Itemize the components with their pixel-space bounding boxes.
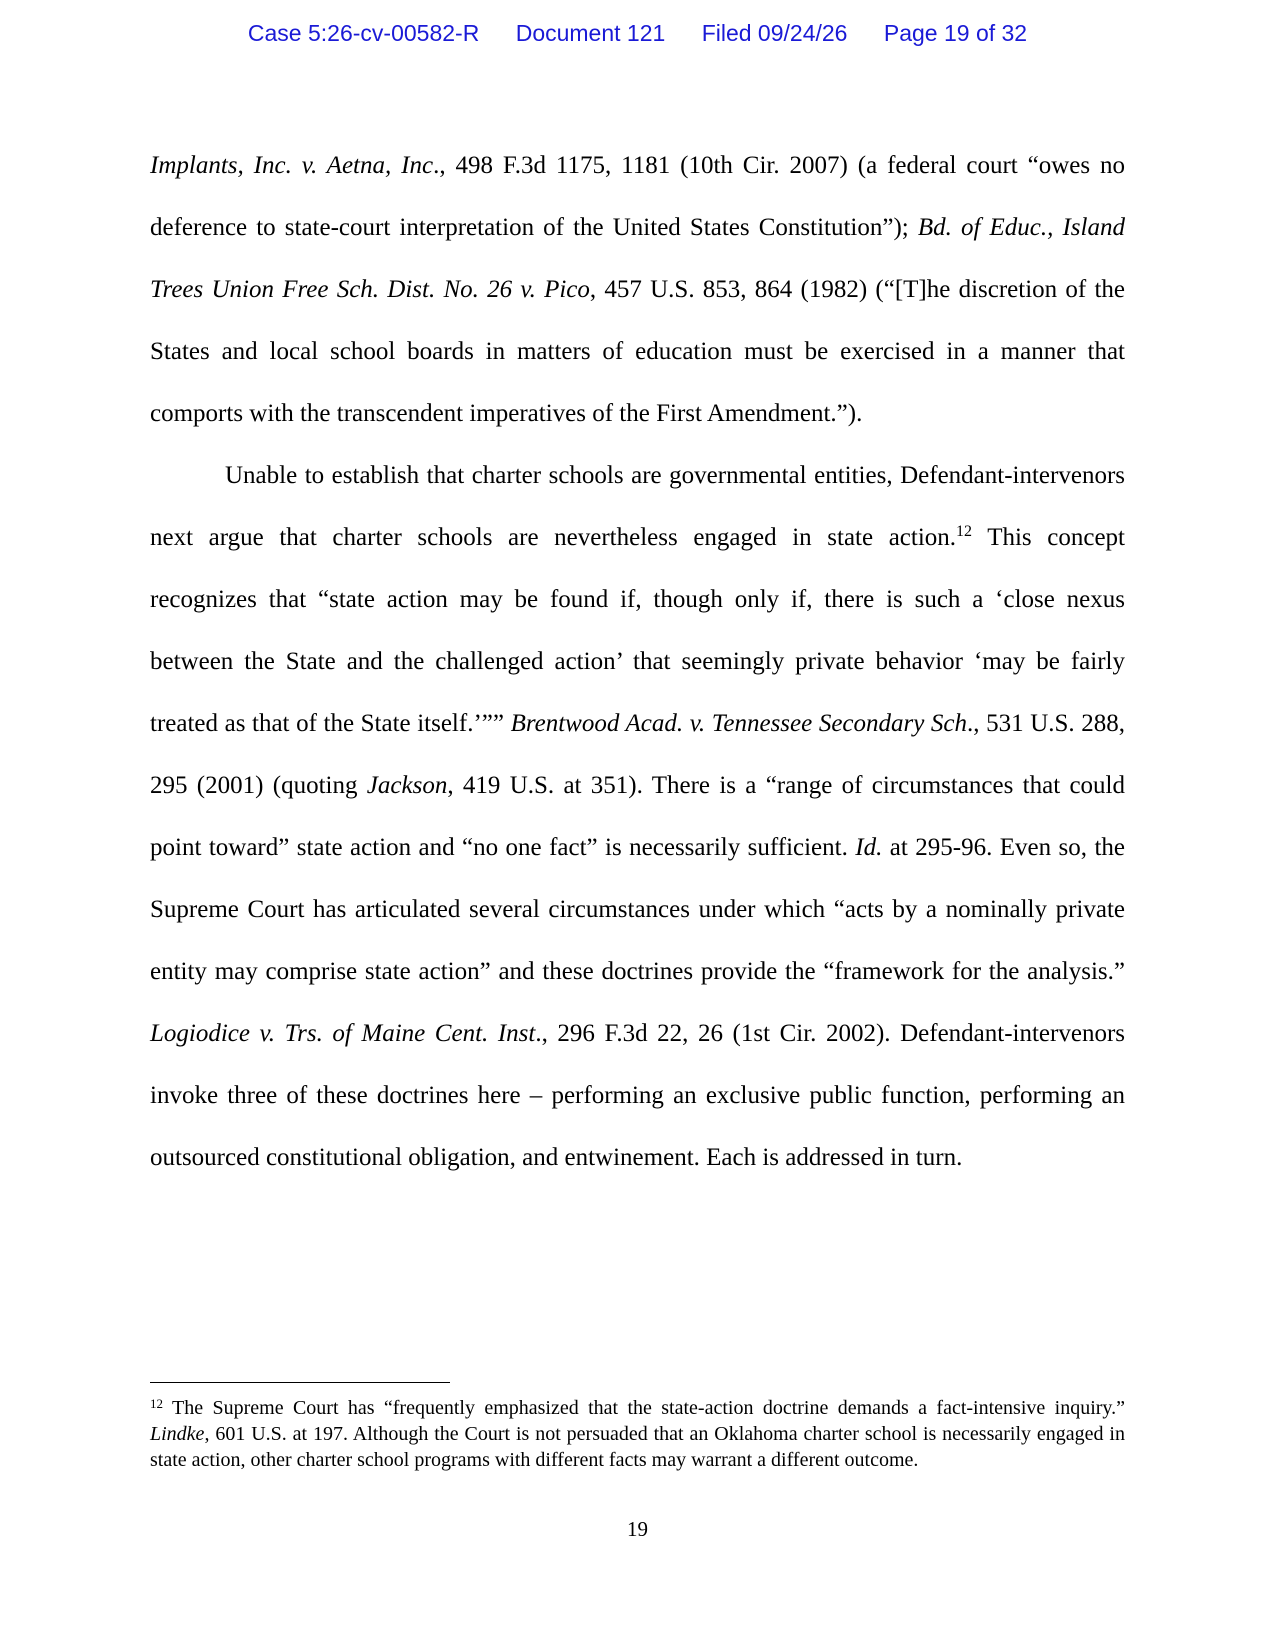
citation-italic: Lindke (150, 1423, 205, 1445)
filed-date: Filed 09/24/26 (701, 20, 848, 46)
citation-italic: Id. (855, 834, 883, 861)
text-run: The Supreme Court has “frequently emphasized that the state-action doctrine demands a fact-intensive inquiry.” (163, 1397, 1125, 1419)
ecf-header (0, 20, 1275, 47)
text-run: ., 531 U.S. 288, 295 (2001) (quoting (150, 710, 1126, 799)
citation-italic: Implants, Inc. v. Aetna, Inc (150, 152, 434, 179)
text-run: , 601 U.S. at 197. Although the Court is not persuaded that an Oklahoma charter school is necessarily engaged in state action, other charter school programs with different facts may warrant a different outcome. (150, 1423, 1125, 1471)
footnote-12 (150, 1395, 1125, 1473)
text-run: , 457 U.S. 853, 864 (1982) (“[T]he discretion of the States and local school boards in matters of education must be exercised in a manner that comports with the transcendent imperatives of the First Amendment.”). (150, 276, 1125, 427)
page-number: 19 (627, 1517, 648, 1541)
case-number: Case 5:26-cv-00582-R (247, 20, 480, 46)
text-run: Unable to establish that charter schools are governmental entities, Defendant-intervenors next argue that charter schools are nevertheless engaged in state action. (150, 462, 1125, 551)
text-run: ., 498 F.3d 1175, 1181 (10th Cir. 2007) (a federal court “owes no deference to state-court interpretation of the United States Constitution”); (150, 152, 1125, 241)
paragraph (150, 445, 1125, 1189)
body-text (150, 135, 1125, 1189)
citation-italic: Bd. of Educ., Island Trees Union Free Sch. Dist. No. 26 v. Pico (150, 214, 1125, 303)
footnote-divider (150, 1382, 450, 1383)
citation-italic: Logiodice v. Trs. of Maine Cent. Inst (150, 1020, 536, 1047)
citation-italic: Brentwood Acad. v. Tennessee Secondary Sch (510, 710, 968, 737)
document-number: Document 121 (515, 20, 666, 46)
text-run: ., 296 F.3d 22, 26 (1st Cir. 2002). Defendant-intervenors invoke three of these doctrines here – performing an exclusive public function, performing an outsourced constitutional obligation, and entwinement. Each is addressed in turn. (150, 1020, 1125, 1171)
footnote-reference: 12 (956, 523, 973, 540)
page-indicator: Page 19 of 32 (883, 20, 1028, 46)
paragraph (150, 135, 1125, 445)
text-run: This concept recognizes that “state action may be found if, though only if, there is such a ‘close nexus between the State and the challenged action’ that seemingly private behavior ‘may be fairly treated as that of the State itself.’”” (150, 524, 1125, 737)
text-run: at 295-96. Even so, the Supreme Court has articulated several circumstances under which “acts by a nominally private entity may comprise state action” and these doctrines provide the “framework for the analysis.” (150, 834, 1125, 985)
footnote-reference: 12 (150, 1396, 163, 1411)
citation-italic: Jackson (366, 772, 448, 799)
text-run: , 419 U.S. at 351). There is a “range of circumstances that could point toward” state action and “no one fact” is necessarily sufficient. (150, 772, 1125, 861)
